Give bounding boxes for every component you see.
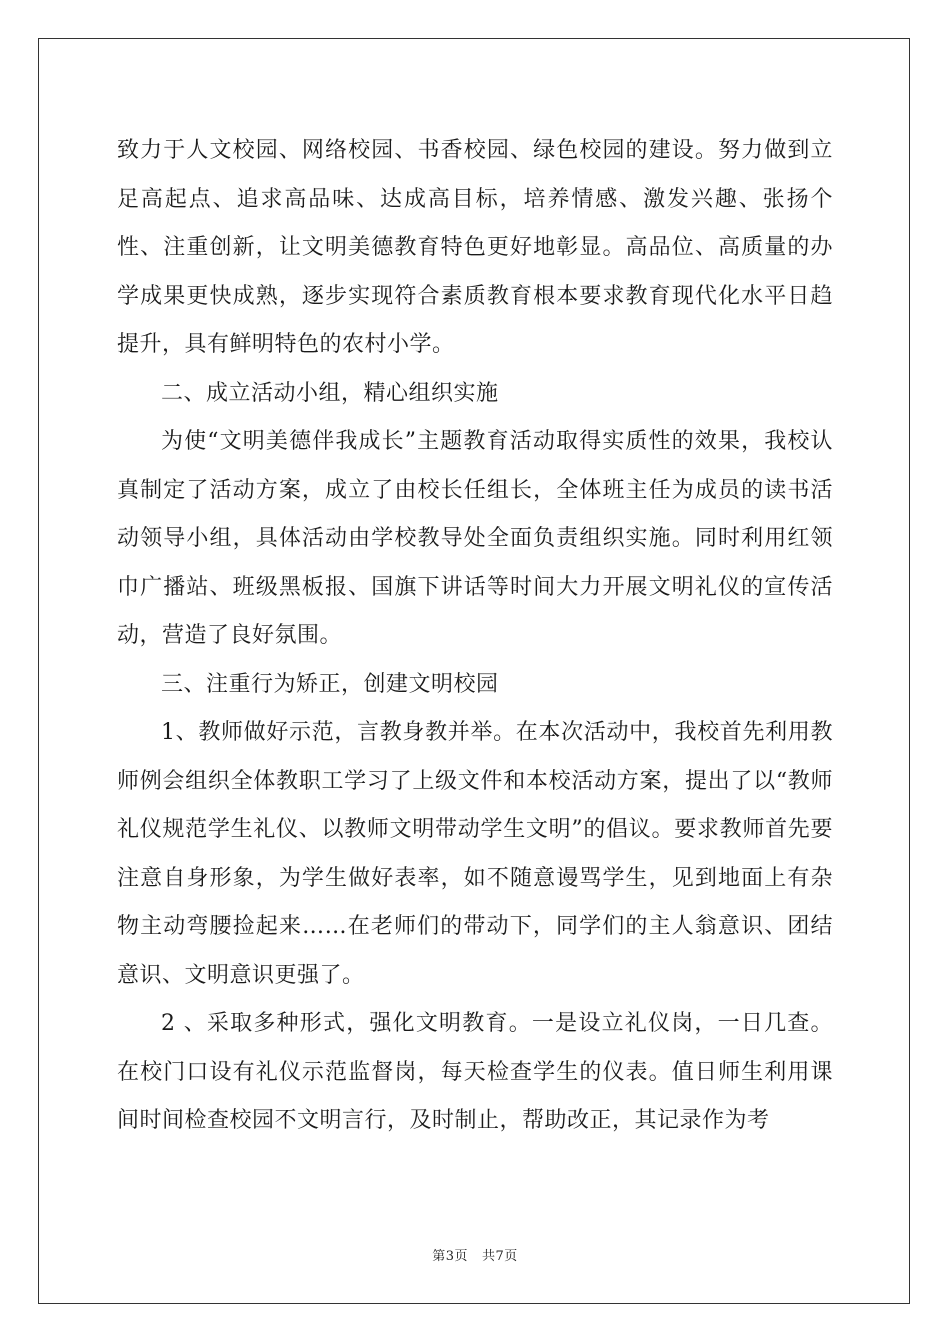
document-body <box>117 127 833 1146</box>
page-footer <box>0 1245 950 1264</box>
paragraph-intro: 致力于人文校园、网络校园、书香校园、绿色校园的建设。努力做到立足高起点、追求高品味、达成高目标，培养情感、激发兴趣、张扬个性、注重创新，让文明美德教育特色更好地彰显。高品位、高质量的办学成果更快成熟，逐步实现符合素质教育根本要求教育现代化水平日趋提升，具有鲜明特色的农村小学。 <box>117 138 833 357</box>
page-number: 第3页 <box>432 1249 468 1264</box>
paragraph-teacher-example: 1、教师做好示范，言教身教并举。在本次活动中，我校首先利用教师例会组织全体教职工学习了上级文件和本校活动方案，提出了以“教师礼仪规范学生礼仪、以教师文明带动学生文明”的倡议。要求教师首先要注意自身形象，为学生做好表率，如不随意谩骂学生，见到地面上有杂物主动弯腰捡起来……在老师们的带动下，同学们的主人翁意识、团结意识、文明意识更强了。 <box>117 720 833 988</box>
section-heading-3: 三、注重行为矫正，创建文明校园 <box>161 671 499 697</box>
paragraph-multiple-forms: 2 、采取多种形式，强化文明教育。一是设立礼仪岗，一日几查。在校门口设有礼仪示范监督岗，每天检查学生的仪表。值日师生利用课间时间检查校园不文明言行，及时制止，帮助改正，其记录作为考 <box>117 1011 833 1133</box>
page-total: 共7页 <box>482 1249 518 1264</box>
paragraph-activity-group: 为使“文明美德伴我成长”主题教育活动取得实质性的效果，我校认真制定了活动方案，成立了由校长任组长，全体班主任为成员的读书活动领导小组，具体活动由学校教导处全面负责组织实施。同时利用红领巾广播站、班级黑板报、国旗下讲话等时间大力开展文明礼仪的宣传活动，营造了良好氛围。 <box>117 429 833 648</box>
section-heading-2: 二、成立活动小组，精心组织实施 <box>161 380 499 406</box>
